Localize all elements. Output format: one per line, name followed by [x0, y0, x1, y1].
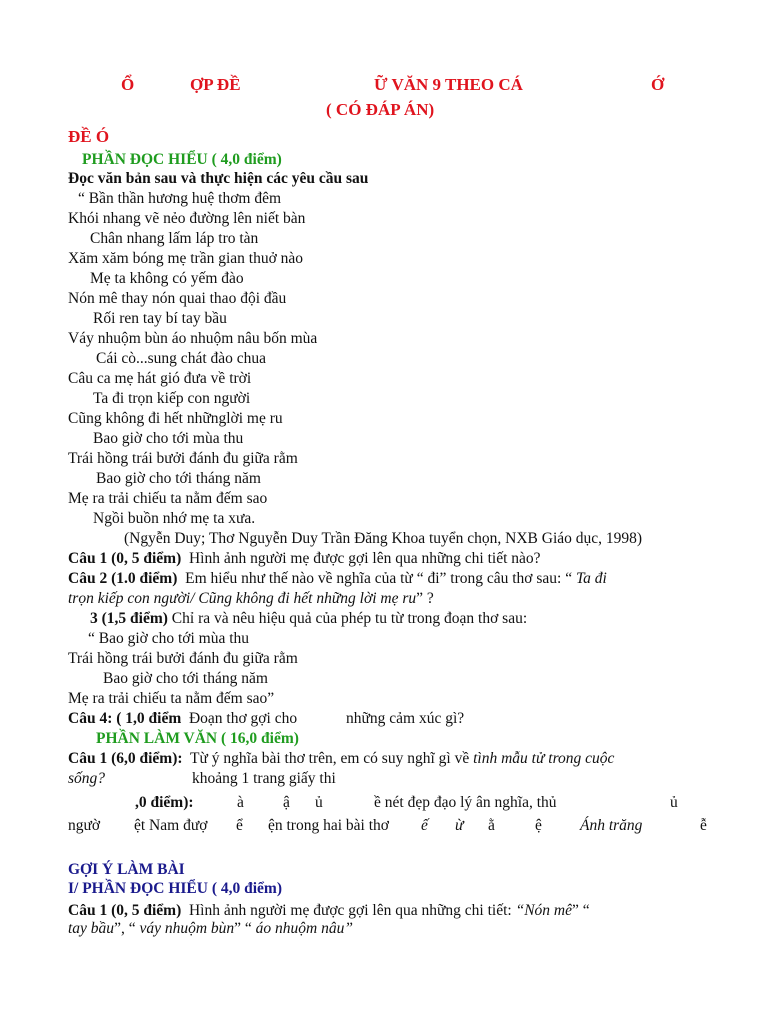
- poem-line: Cái cò...sung chát đào chua: [96, 350, 267, 367]
- answer-1-detail: áo nhuộm nâu”: [255, 920, 353, 937]
- question-2-label: Câu 2 (1.0 điểm): [68, 570, 178, 587]
- poem-line: Ta đi trọn kiếp con người: [93, 390, 251, 407]
- writing-question-2-line2: ễ: [700, 817, 707, 834]
- question-2-end: ” ?: [416, 590, 434, 607]
- poem-source: (Ngyễn Duy; Thơ Nguyễn Duy Trần Đăng Khoa tuyển chọn, NXB Giáo dục, 1998): [124, 530, 643, 547]
- poem-line: Bao giờ cho tới tháng năm: [96, 470, 261, 487]
- answer-1-detail: tay bầu: [68, 920, 115, 937]
- q3-poem-line: Trái hồng trái bưởi đánh đu giữa rằm: [68, 650, 298, 667]
- poem-line: Cũng không đi hết nhữnglời mẹ ru: [68, 410, 283, 427]
- writing-question-2-line2: ế: [421, 817, 428, 834]
- poem-line: Ngồi buồn nhớ mẹ ta xưa.: [93, 510, 256, 527]
- question-1: [68, 549, 541, 569]
- poem-line: Váy nhuộm bùn áo nhuộm nâu bốn mùa: [68, 330, 318, 347]
- exam-label: ĐỀ Ó: [68, 127, 110, 146]
- poem-line: Trái hồng trái bưởi đánh đu giữa rằm: [68, 450, 298, 467]
- answer-1-label: Câu 1 (0, 5 điểm): [68, 902, 182, 919]
- writing-question-2-fragment: ủ: [315, 794, 323, 811]
- question-3: [90, 609, 527, 629]
- instruction: Đọc văn bản sau và thực hiện các yêu cầu sau: [68, 170, 369, 187]
- hint-section-heading: I/ PHẦN ĐỌC HIỂU ( 4,0 điểm): [68, 880, 282, 897]
- answer-1-detail: váy nhuộm bùn: [139, 920, 235, 937]
- question-4-label: Câu 4: ( 1,0 điểm: [68, 710, 182, 727]
- poem-line: Rối ren tay bí tay bầu: [93, 310, 227, 327]
- writing-question-2-fragment: à: [237, 794, 244, 811]
- poem-line: Khói nhang vẽ nẻo đường lên niết bàn: [68, 210, 306, 227]
- writing-question-1-text-2: khoảng 1 trang giấy thi: [192, 770, 336, 787]
- writing-question-2-line2: ừ: [455, 817, 464, 834]
- writing-question-2-fragment: ậ: [283, 794, 290, 811]
- writing-question-2-line2: ể: [236, 817, 243, 834]
- answer-1-sep: ”, “: [114, 920, 136, 937]
- title-fragment-3: Ữ VĂN 9 THEO CÁ: [374, 75, 523, 94]
- writing-question-1-label: Câu 1 (6,0 điểm):: [68, 750, 183, 767]
- poem-line: Câu ca mẹ hát gió đưa về trời: [68, 370, 252, 387]
- question-2-cont: [68, 589, 434, 609]
- writing-question-2-line2: ằ: [488, 817, 495, 834]
- poem-line: Mẹ ra trải chiếu ta nằm đếm sao: [68, 490, 268, 507]
- q3-poem-line: “ Bao giờ cho tới mùa thu: [88, 630, 250, 647]
- title-fragment-4: Ớ: [651, 75, 665, 94]
- title-fragment-1: Ổ: [121, 75, 135, 94]
- question-1-label: Câu 1 (0, 5 điểm): [68, 550, 182, 567]
- question-2-quote-a: Ta đi: [575, 570, 607, 587]
- answer-1: [68, 901, 590, 921]
- poem-line: Mẹ ta không có yếm đào: [90, 270, 244, 287]
- question-1-text: Hình ảnh người mẹ được gợi lên qua những chi tiết nào?: [188, 550, 541, 567]
- question-2: [68, 569, 607, 589]
- q3-poem-line: Mẹ ra trải chiếu ta nằm đếm sao”: [68, 690, 275, 707]
- poem-line: Chân nhang lấm láp tro tàn: [90, 230, 259, 247]
- writing-question-2-line2: ệt Nam đượ: [134, 817, 208, 834]
- writing-question-2-line2: Ánh trăng: [580, 817, 643, 834]
- answer-1-quote-end: ” “: [572, 902, 590, 919]
- title-fragment-2: ỢP ĐỀ: [190, 75, 241, 94]
- answer-1-quote: “Nón mê: [515, 902, 572, 919]
- question-4-text-b: những cảm xúc gì?: [346, 710, 465, 727]
- hint-heading: GỢI Ý LÀM BÀI: [68, 861, 185, 878]
- writing-question-1: [68, 749, 614, 769]
- poem-line: Bao giờ cho tới mùa thu: [93, 430, 244, 447]
- writing-question-2-line2: ện trong hai bài thơ: [268, 817, 389, 834]
- q3-poem-line: Bao giờ cho tới tháng năm: [103, 670, 268, 687]
- answer-1-text: Hình ảnh người mẹ được gợi lên qua những chi tiết:: [188, 902, 512, 919]
- question-4-text-a: Đoạn thơ gợi cho: [188, 710, 298, 727]
- writing-question-1-italic: tình mẫu tử trong cuộc: [473, 750, 615, 767]
- question-3-text: Chỉ ra và nêu hiệu quả của phép tu từ trong đoạn thơ sau:: [171, 610, 528, 627]
- section-reading-heading: PHẦN ĐỌC HIỂU ( 4,0 điểm): [82, 151, 282, 168]
- question-2-text: Em hiểu như thế nào về nghĩa của từ “ đi” trong câu thơ sau: “: [185, 570, 573, 587]
- question-3-label: 3 (1,5 điểm): [90, 610, 168, 627]
- writing-question-2-label: ,0 điểm):: [135, 794, 194, 811]
- subtitle: ( CÓ ĐÁP ÁN): [326, 100, 435, 119]
- answer-1-cont: [68, 919, 353, 939]
- poem-line: “ Bần thần hương huệ thơm đêm: [78, 190, 282, 207]
- writing-question-2-line2: ệ: [535, 817, 542, 834]
- writing-question-1-text: Từ ý nghĩa bài thơ trên, em có suy nghĩ gì về: [190, 750, 470, 767]
- writing-question-2-line2: ngườ: [68, 817, 101, 834]
- writing-question-2-text: ề nét đẹp đạo lý ân nghĩa, thủ: [374, 794, 557, 811]
- writing-question-2-fragment: ủ: [670, 794, 678, 811]
- question-4: [68, 709, 297, 729]
- answer-1-sep: ” “: [234, 920, 252, 937]
- question-2-quote-b: trọn kiếp con người/ Cũng không đi hết những lời mẹ ru: [68, 590, 417, 607]
- poem-line: Nón mê thay nón quai thao đội đầu: [68, 290, 287, 307]
- poem-line: Xăm xăm bóng mẹ trần gian thuở nào: [68, 250, 304, 267]
- writing-question-1-italic-2: sống?: [68, 770, 106, 787]
- section-writing-heading: PHẦN LÀM VĂN ( 16,0 điểm): [96, 730, 299, 747]
